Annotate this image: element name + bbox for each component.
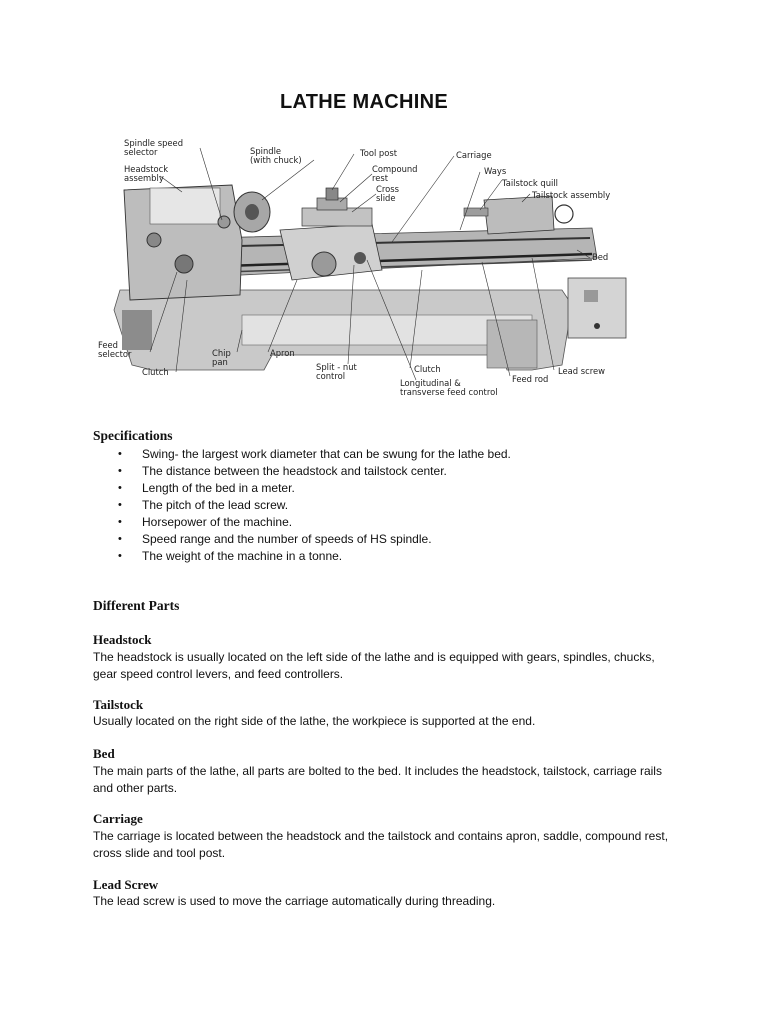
list-item: • Speed range and the number of speeds of HS spindle. <box>118 532 432 546</box>
apron-handwheel <box>312 252 336 276</box>
speed-knob-1 <box>147 233 161 247</box>
base-shadow-left <box>122 310 152 350</box>
label-clutch-right: Clutch <box>414 364 441 374</box>
headstock-title: Headstock <box>93 632 152 647</box>
label-spindle-speed-selector-2: selector <box>124 147 158 157</box>
label-feed-selector-2: selector <box>98 349 132 359</box>
bullet-icon: • <box>118 499 122 511</box>
label-feed-rod: Feed rod <box>512 374 549 384</box>
label-tool-post: Tool post <box>360 148 398 158</box>
list-item: • Swing- the largest work diameter that can be swung for the lathe bed. <box>118 447 511 461</box>
label-compound-rest-1: Compound <box>372 164 418 174</box>
label-feed-selector-1: Feed <box>98 340 118 350</box>
lead-screw-body-text: The lead screw is used to move the carriage automatically during threading. <box>93 894 496 908</box>
list-item: • Length of the bed in a meter. <box>118 481 295 495</box>
label-tailstock-quill: Tailstock quill <box>502 178 559 188</box>
lead-screw-title: Lead Screw <box>93 877 159 892</box>
label-cross-slide-2: slide <box>376 193 396 203</box>
bullet-icon: • <box>118 448 122 460</box>
label-spindle-2: (with chuck) <box>250 155 302 165</box>
label-cross-slide-1: Cross <box>376 184 399 194</box>
label-apron: Apron <box>270 348 295 358</box>
label-clutch-left: Clutch <box>142 367 169 377</box>
document-title: LATHE MACHINE <box>280 91 448 113</box>
feed-knob <box>175 255 193 273</box>
bullet-icon: • <box>118 533 122 545</box>
label-chip-pan-2: pan <box>212 357 228 367</box>
label-carriage: Carriage <box>456 150 492 160</box>
label-longitudinal-2: transverse feed control <box>400 387 498 397</box>
specifications-heading: Specifications <box>93 428 173 443</box>
label-longitudinal-1: Longitudinal & <box>400 378 461 388</box>
list-item: • Horsepower of the machine. <box>118 515 293 529</box>
carriage-title: Carriage <box>93 811 143 826</box>
headstock-body-text: The headstock is usually located on the left side of the lathe and is equipped with gears, spindles, chucks, gear speed control levers, and feed controllers. <box>93 650 655 681</box>
label-spindle-speed-selector-1: Spindle speed <box>124 138 184 148</box>
label-lead-screw: Lead screw <box>558 366 606 376</box>
power-switch <box>594 323 600 329</box>
speed-knob-2 <box>218 216 230 228</box>
specifications-list <box>118 446 511 565</box>
base-right-leg <box>487 320 537 368</box>
list-item: • The distance between the headstock and tailstock center. <box>118 464 447 478</box>
bullet-icon: • <box>118 516 122 528</box>
bullet-icon: • <box>118 550 122 562</box>
label-bed: Bed <box>592 252 609 262</box>
tailstock-body-text: Usually located on the right side of the lathe, the workpiece is supported at the end. <box>93 714 536 728</box>
list-item: • The pitch of the lead screw. <box>118 498 289 512</box>
lathe-diagram <box>92 130 652 408</box>
tailstock-handwheel <box>555 205 573 223</box>
tailstock-quill <box>464 208 488 216</box>
bullet-icon: • <box>118 465 122 477</box>
lathe-illustration <box>92 130 652 408</box>
label-headstock-assembly-1: Headstock <box>124 164 169 174</box>
label-split-nut-2: control <box>316 371 346 381</box>
apron-lever <box>354 252 366 264</box>
list-item: • The weight of the machine in a tonne. <box>118 549 343 563</box>
different-parts-heading: Different Parts <box>93 598 180 613</box>
label-headstock-assembly-2: assembly <box>124 173 164 183</box>
label-spindle-1: Spindle <box>250 146 282 156</box>
tailstock-title: Tailstock <box>93 697 144 712</box>
chuck-center <box>245 204 259 220</box>
switch-panel <box>584 290 598 302</box>
speed-chart-plate <box>150 188 220 224</box>
label-ways: Ways <box>484 166 507 176</box>
cross-slide-block <box>302 208 372 226</box>
bed-body-text: The main parts of the lathe, all parts are bolted to the bed. It includes the headstock, tailstock, carriage rails and other parts. <box>93 764 662 795</box>
bullet-icon: • <box>118 482 122 494</box>
label-split-nut-1: Split - nut <box>316 362 357 372</box>
bed-title: Bed <box>93 746 115 761</box>
label-tailstock-assembly: Tailstock assembly <box>532 190 611 200</box>
carriage-body-text: The carriage is located between the headstock and the tailstock and contains apron, saddle, compound rest, cross slide and tool post. <box>93 829 669 860</box>
tailstock-body <box>484 196 554 234</box>
label-compound-rest-2: rest <box>372 173 389 183</box>
label-chip-pan-1: Chip <box>212 348 231 358</box>
